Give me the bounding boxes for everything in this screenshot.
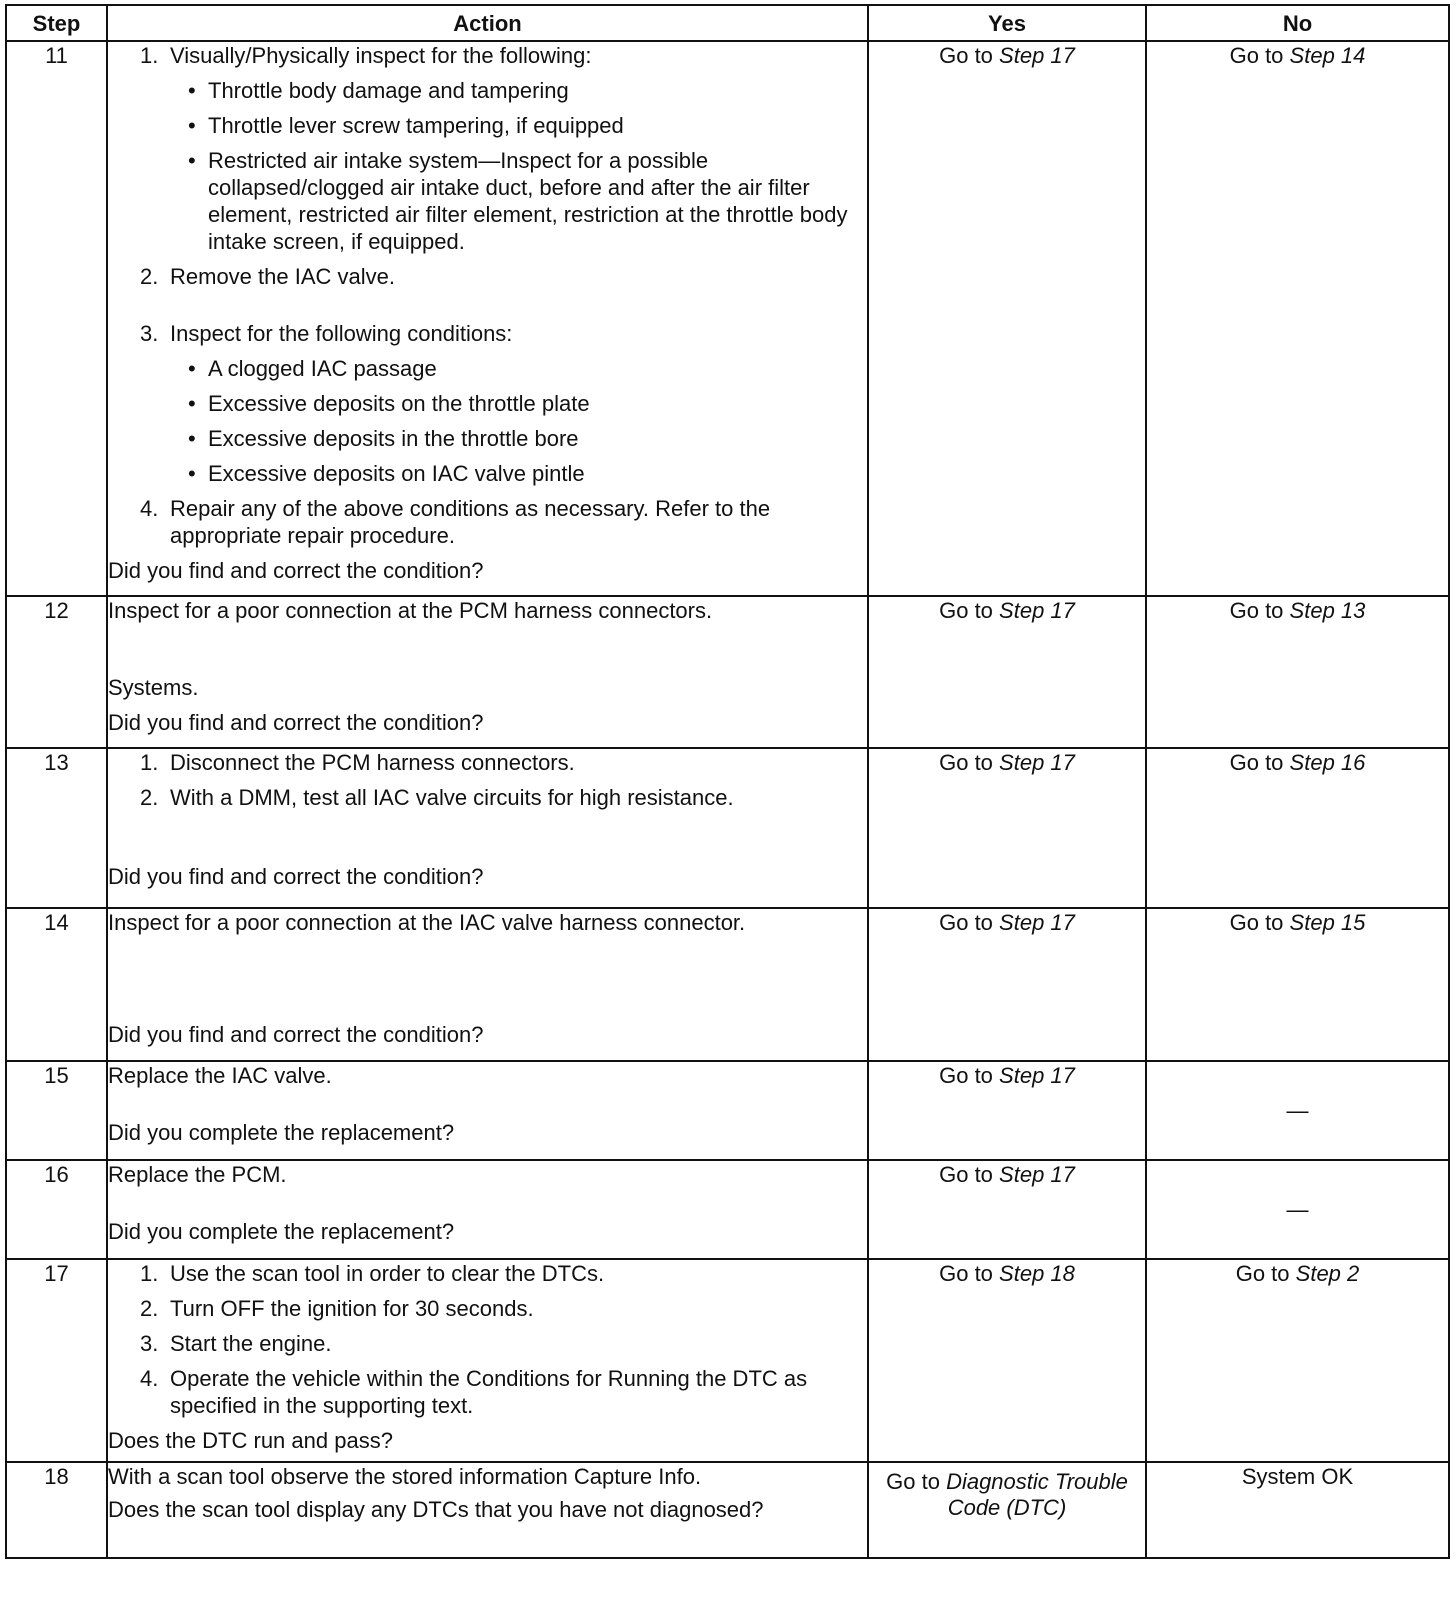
yes-cell: Go to Step 17 xyxy=(868,1160,1146,1259)
no-cell xyxy=(1146,1061,1449,1160)
yes-step-link[interactable]: Step 18 xyxy=(999,1261,1075,1286)
no-step-link[interactable]: Step 16 xyxy=(1289,750,1366,775)
step-number: 18 xyxy=(6,1462,107,1558)
table-row xyxy=(6,1259,1449,1462)
step-number: 14 xyxy=(6,908,107,1061)
yes-cell: Go to Step 17 xyxy=(868,908,1146,1061)
bullet-item: • Throttle body damage and tampering xyxy=(188,78,569,103)
table-row xyxy=(6,748,1449,908)
instruction-item: 3. Inspect for the following conditions: xyxy=(140,321,513,346)
instruction-text: Systems. xyxy=(108,675,199,700)
instruction-text: Replace the PCM. xyxy=(108,1162,287,1187)
table-row xyxy=(6,908,1449,1061)
system-ok-text: System OK xyxy=(1241,1464,1354,1489)
no-cell: Go to Step 15 xyxy=(1146,908,1449,1061)
no-step-link[interactable]: Step 15 xyxy=(1289,910,1366,935)
table-header-row xyxy=(6,5,1449,41)
instruction-text: With a scan tool observe the stored information Capture Info. xyxy=(108,1464,702,1489)
yes-step-link[interactable]: Step 17 xyxy=(999,910,1075,935)
action-cell xyxy=(107,1160,868,1259)
question-text: Does the scan tool display any DTCs that you have not diagnosed? xyxy=(108,1497,764,1522)
no-cell xyxy=(1146,1160,1449,1259)
instruction-item: 2. Turn OFF the ignition for 30 seconds. xyxy=(140,1296,534,1321)
yes-cell: Go to Diagnostic Trouble Code (DTC) xyxy=(868,1462,1146,1558)
step-number: 13 xyxy=(6,748,107,908)
no-step-link[interactable]: Step 13 xyxy=(1289,598,1366,623)
table-row xyxy=(6,1061,1449,1160)
bullet-item: • Excessive deposits on IAC valve pintle xyxy=(188,461,585,486)
bullet-item: • Excessive deposits in the throttle bore xyxy=(188,426,579,451)
no-cell: Go to Step 14 xyxy=(1146,41,1449,596)
yes-cell: Go to Step 17 xyxy=(868,748,1146,908)
no-step-link[interactable]: Step 2 xyxy=(1295,1261,1360,1286)
yes-step-link[interactable]: Step 17 xyxy=(999,1162,1075,1187)
table-row xyxy=(6,596,1449,748)
bullet-item: • Excessive deposits on the throttle plate xyxy=(188,391,590,416)
bullet-item: • Restricted air intake system—Inspect for a possible collapsed/clogged air intake duct, before and after the air filter element, restricted air filter element, restriction at the throttle body intake screen, if equipped. xyxy=(188,148,848,254)
table-row xyxy=(6,41,1449,596)
no-dash: — xyxy=(1286,1098,1309,1123)
yes-step-link[interactable]: Step 17 xyxy=(999,598,1075,623)
bullet-item: • A clogged IAC passage xyxy=(188,356,437,381)
yes-step-link[interactable]: Step 17 xyxy=(999,1063,1075,1088)
yes-cell: Go to Step 17 xyxy=(868,596,1146,748)
yes-cell: Go to Step 18 xyxy=(868,1259,1146,1462)
instruction-item: 4. Operate the vehicle within the Conditions for Running the DTC as specified in the supporting text. xyxy=(140,1366,808,1418)
action-cell xyxy=(107,596,868,748)
step-number: 12 xyxy=(6,596,107,748)
action-cell xyxy=(107,1061,868,1160)
action-cell xyxy=(107,1259,868,1462)
step-number: 11 xyxy=(6,41,107,596)
yes-step-link[interactable]: Step 17 xyxy=(999,750,1075,775)
instruction-item: 2. Remove the IAC valve. xyxy=(140,264,395,289)
question-text: Did you complete the replacement? xyxy=(108,1219,455,1244)
step-number: 17 xyxy=(6,1259,107,1462)
instruction-text: Inspect for a poor connection at the IAC valve harness connector. xyxy=(108,910,746,935)
action-cell xyxy=(107,748,868,908)
step-number: 15 xyxy=(6,1061,107,1160)
no-cell: Go to Step 16 xyxy=(1146,748,1449,908)
instruction-text: Inspect for a poor connection at the PCM harness connectors. xyxy=(108,598,713,623)
instruction-item: 3. Start the engine. xyxy=(140,1331,332,1356)
action-cell xyxy=(107,908,868,1061)
step-number: 16 xyxy=(6,1160,107,1259)
question-text: Did you find and correct the condition? xyxy=(108,864,484,889)
instruction-item: 1. Visually/Physically inspect for the following: xyxy=(140,43,592,68)
question-text: Does the DTC run and pass? xyxy=(108,1428,393,1453)
header-step: Step xyxy=(6,5,107,41)
yes-cell: Go to Step 17 xyxy=(868,1061,1146,1160)
no-cell: Go to Step 13 xyxy=(1146,596,1449,748)
no-dash: — xyxy=(1286,1197,1309,1222)
header-no: No xyxy=(1146,5,1449,41)
table-row xyxy=(6,1462,1449,1558)
question-text: Did you complete the replacement? xyxy=(108,1120,455,1145)
bullet-item: • Throttle lever screw tampering, if equipped xyxy=(188,113,624,138)
dtc-link[interactable]: Diagnostic Trouble Code (DTC) xyxy=(946,1469,1128,1520)
no-cell: Go to Step 2 xyxy=(1146,1259,1449,1462)
header-action: Action xyxy=(107,5,868,41)
instruction-item: 1. Disconnect the PCM harness connectors. xyxy=(140,750,575,775)
action-cell xyxy=(107,41,868,596)
header-yes: Yes xyxy=(868,5,1146,41)
question-text: Did you find and correct the condition? xyxy=(108,558,484,583)
no-cell xyxy=(1146,1462,1449,1558)
no-step-link[interactable]: Step 14 xyxy=(1289,43,1366,68)
instruction-item: 2. With a DMM, test all IAC valve circuits for high resistance. xyxy=(140,785,734,810)
instruction-item: 1. Use the scan tool in order to clear the DTCs. xyxy=(140,1261,605,1286)
yes-cell: Go to Step 17 xyxy=(868,41,1146,596)
table-row xyxy=(6,1160,1449,1259)
instruction-text: Replace the IAC valve. xyxy=(108,1063,332,1088)
action-cell xyxy=(107,1462,868,1558)
diagnostic-table xyxy=(5,4,1450,1559)
question-text: Did you find and correct the condition? xyxy=(108,1022,484,1047)
yes-step-link[interactable]: Step 17 xyxy=(999,43,1075,68)
instruction-item: 4. Repair any of the above conditions as necessary. Refer to the appropriate repair procedure. xyxy=(140,496,771,548)
question-text: Did you find and correct the condition? xyxy=(108,710,484,735)
